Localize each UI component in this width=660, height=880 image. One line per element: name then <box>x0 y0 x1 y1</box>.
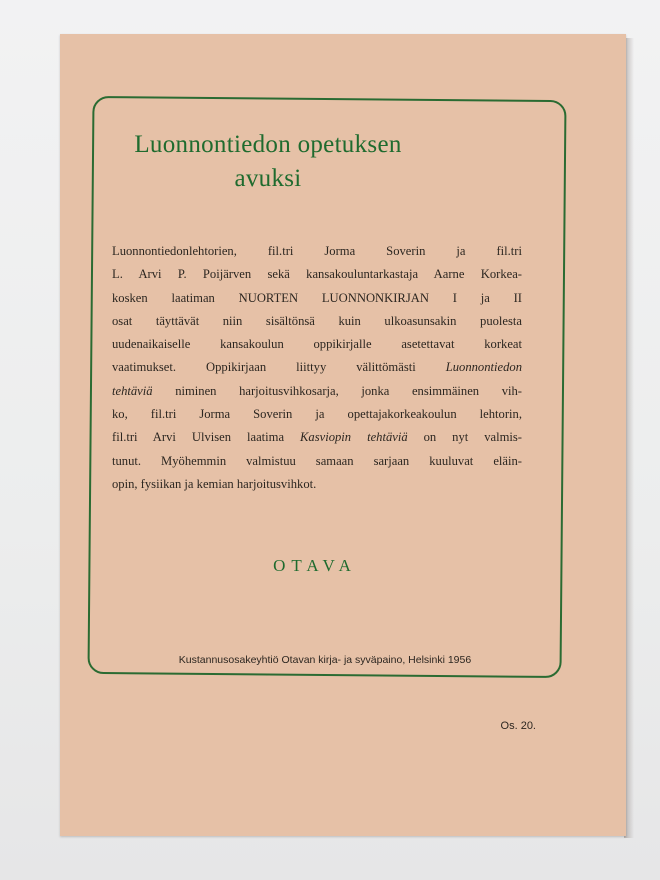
title-line-1: Luonnontiedon opetuksen <box>134 131 402 158</box>
body-line <box>112 426 522 449</box>
body-line: osat täyttävät niin sisältönsä kuin ulkoasunsakin puolesta <box>112 313 522 328</box>
body-text-segment: niminen harjoitusvihkosarja, jonka ensimmäinen vih- <box>175 383 522 398</box>
price-label: Os. 20. <box>500 720 536 732</box>
body-line <box>112 356 522 379</box>
body-text-segment: on nyt valmis- <box>423 430 522 445</box>
title-line-2: avuksi <box>234 165 302 192</box>
description-text <box>112 240 522 496</box>
publisher-name: OTAVA <box>273 556 357 575</box>
body-line: ko, fil.tri Jorma Soverin ja opettajakorkeakoulun lehtorin, <box>112 407 522 422</box>
body-line: tunut. Myöhemmin valmistuu samaan sarjaan kuuluvat eläin- <box>112 453 522 468</box>
body-line: L. Arvi P. Poijärven sekä kansakouluntarkastaja Aarne Korkea- <box>112 267 522 282</box>
italic-title: Luonnontiedon <box>445 360 522 375</box>
body-line: opin, fysiikan ja kemian harjoitusvihkot. <box>112 476 317 491</box>
body-text-segment: fil.tri Arvi Ulvisen laatima <box>112 430 285 445</box>
imprint-line: Kustannusosakeyhtiö Otavan kirja- ja syväpaino, Helsinki 1956 <box>178 654 472 666</box>
body-text-segment: vaatimukset. Oppikirjaan liittyy välittömästi <box>112 360 416 375</box>
italic-title: tehtäviä <box>112 383 153 398</box>
body-line: uudenaikaiselle kansakoulun oppikirjalle asetettavat korkeat <box>112 337 522 352</box>
body-line <box>112 380 522 403</box>
body-line: Luonnontiedonlehtorien, fil.tri Jorma Soverin ja fil.tri <box>112 244 522 258</box>
italic-title: Kasviopin tehtäviä <box>300 430 408 445</box>
body-line: kosken laatiman NUORTEN LUONNONKIRJAN I ja II <box>112 290 522 305</box>
cover-title <box>58 128 478 196</box>
